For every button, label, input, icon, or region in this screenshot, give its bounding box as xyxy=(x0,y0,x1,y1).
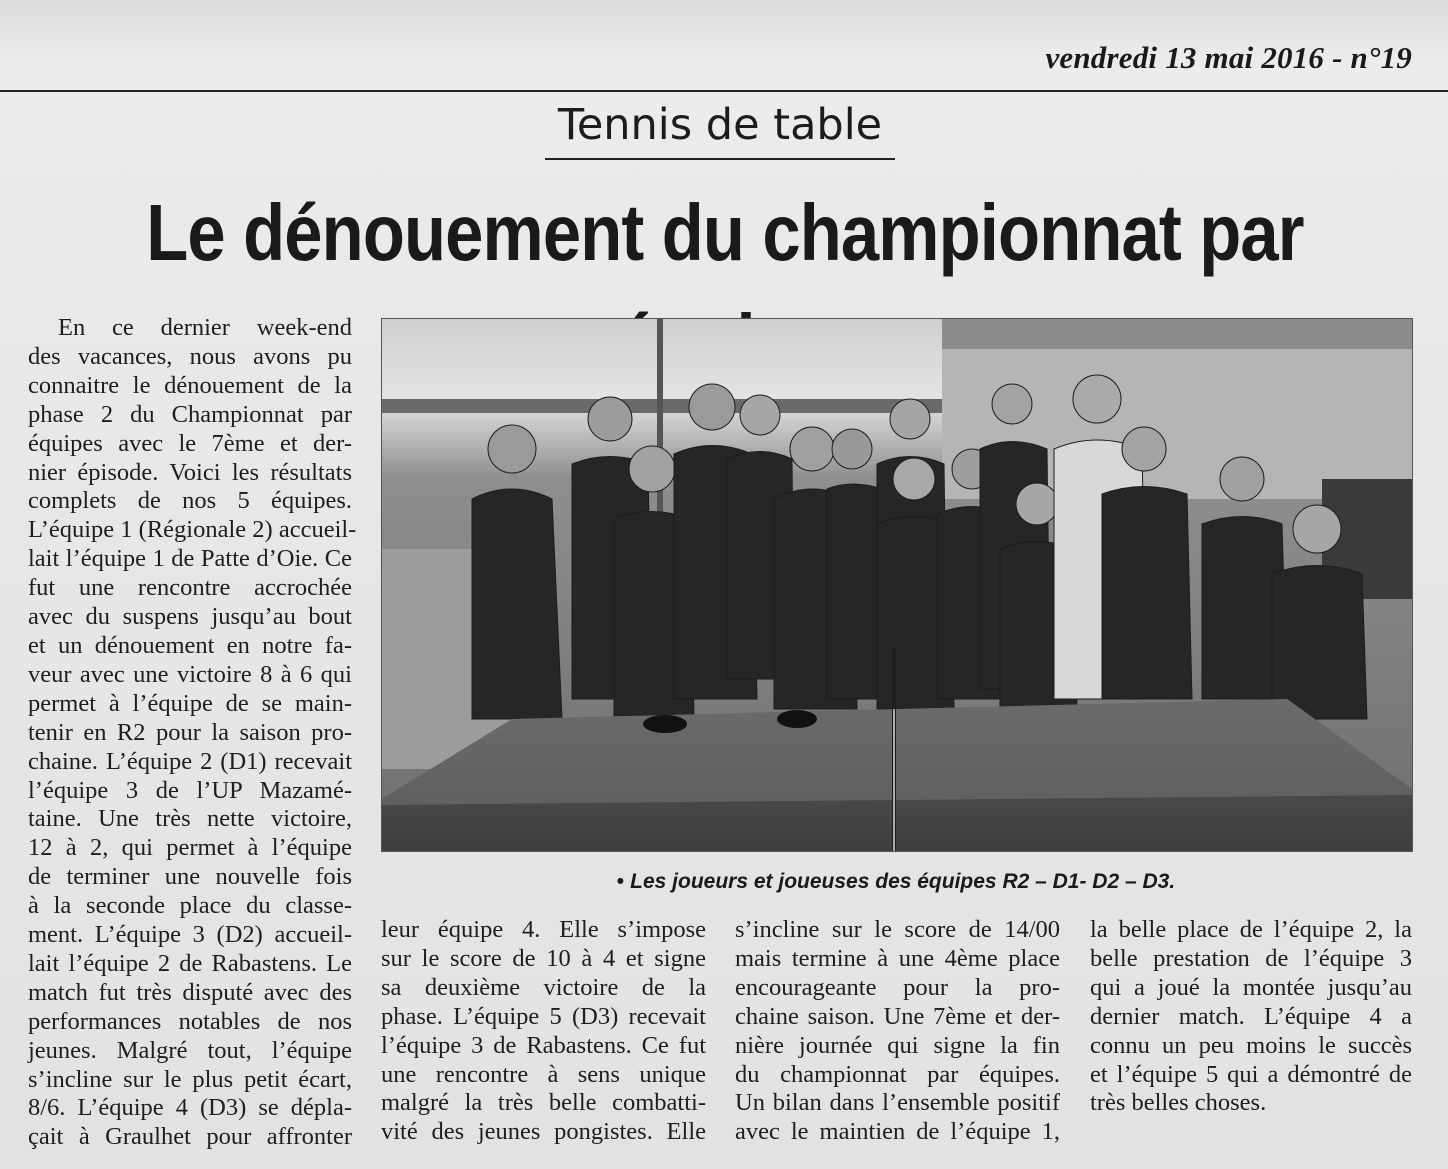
photo-caption xyxy=(381,866,1411,898)
article-text-line: connu un peu moins le succès xyxy=(1090,1031,1412,1059)
article-text-line: lait l’équipe 1 de Patte d’Oie. Ce xyxy=(28,545,352,573)
article-text-line: leur équipe 4. Elle s’impose xyxy=(381,916,706,943)
article-text-line: du championnat par équipes. xyxy=(735,1060,1060,1088)
caption-text: Les joueurs et joueuses des équipes R2 – D1- D2 – D3. xyxy=(630,870,1176,893)
article-text-line: avec le maintien de l’équipe 1, xyxy=(735,1118,1060,1146)
team-photo-image xyxy=(382,319,1412,851)
article-text-line: connaitre le dénouement de la xyxy=(28,371,352,399)
article-column-4 xyxy=(1090,916,1412,1146)
article-text-line: l’équipe 3 de Rabastens. Ce fut xyxy=(381,1031,706,1059)
article-text-line: chaine saison. Une 7ème et der- xyxy=(735,1002,1060,1030)
article-text-line: très belles choses. xyxy=(1090,1089,1267,1117)
article-text-line: chaine. L’équipe 2 (D1) recevait xyxy=(28,747,352,775)
article-text-line: malgré la très belle combatti- xyxy=(381,1089,706,1117)
article-text-line: la belle place de l’équipe 2, la xyxy=(1090,916,1412,943)
article-text-line: vité des jeunes pongistes. Elle xyxy=(381,1118,706,1146)
article-text-line: 12 à 2, qui permet à l’équipe xyxy=(28,834,352,862)
column-1-lines xyxy=(28,314,357,1152)
team-photo xyxy=(381,318,1413,852)
article-text-line: nier épisode. Voici les résultats xyxy=(28,458,352,486)
article-text-line: encourageante pour la pro- xyxy=(735,973,1060,1001)
article-text-line: équipes avec le 7ème et der- xyxy=(28,429,352,457)
article-text-line: jeunes. Malgré tout, l’équipe xyxy=(28,1036,352,1064)
article-column-3 xyxy=(735,916,1060,1146)
article-text-line: Un bilan dans l’ensemble positif xyxy=(735,1089,1060,1117)
issue-dateline: vendredi 13 mai 2016 - n°19 xyxy=(1045,40,1412,75)
article-text-line: et un dénouement en notre fa- xyxy=(28,631,352,659)
article-text-line: s’incline sur le score de 14/00 xyxy=(735,916,1060,943)
article-text-line: phase. L’équipe 5 (D3) recevait xyxy=(381,1002,706,1030)
article-text-line: sur le score de 10 à 4 et signe xyxy=(381,944,706,972)
column-4-lines xyxy=(1090,916,1412,1118)
article-text-line: belle prestation de l’équipe 3 xyxy=(1090,944,1412,972)
caption-bullet: • xyxy=(616,870,625,893)
article-text-line: ment. L’équipe 3 (D2) accueil- xyxy=(28,921,352,949)
article-text-line: lait l’équipe 2 de Rabastens. Le xyxy=(28,949,352,977)
article-text-line: performances notables de nos xyxy=(28,1007,352,1035)
article-text-line: nière journée qui signe la fin xyxy=(735,1031,1060,1059)
article-text-line: match fut très disputé avec des xyxy=(28,978,352,1006)
article-text-line: mais termine à une 4ème place xyxy=(735,944,1060,972)
article-text-line: tenir en R2 pour la saison pro- xyxy=(28,718,352,746)
article-text-line: 8/6. L’équipe 4 (D3) se dépla- xyxy=(28,1094,352,1122)
article-column-1 xyxy=(28,314,357,1151)
article-text-line: permet à l’équipe de se main- xyxy=(28,689,352,717)
article-text-line: dernier match. L’équipe 4 a xyxy=(1090,1002,1412,1030)
column-2-lines xyxy=(381,916,706,1147)
article-text-line: taine. Une très nette victoire, xyxy=(28,805,352,833)
column-3-lines xyxy=(735,916,1060,1147)
article-text-line: avec du suspens jusqu’au bout xyxy=(28,603,352,631)
article-column-2 xyxy=(381,916,706,1146)
article-text-line: qui a joué la montée jusqu’au xyxy=(1090,973,1412,1001)
article-headline: Le dénouement du championnat par xyxy=(146,188,1304,277)
header-rule xyxy=(0,90,1448,92)
article-text-line: veur avec une victoire 8 à 6 qui xyxy=(28,660,352,688)
article-text-line: à la seconde place du classe- xyxy=(28,892,352,920)
article-text-line: sa deuxième victoire de la xyxy=(381,973,706,1001)
article-text-line: une rencontre à sens unique xyxy=(381,1060,706,1088)
article-text-line: de terminer une nouvelle fois xyxy=(28,863,352,891)
section-rubric: Tennis de table xyxy=(545,96,895,160)
article-text-line: complets de nos 5 équipes. xyxy=(28,487,352,515)
article-text-line: des vacances, nous avons pu xyxy=(28,342,352,370)
article-text-line: En ce dernier week-end xyxy=(58,314,352,341)
article-text-line: çait à Graulhet pour affronter xyxy=(28,1123,352,1151)
article-text-line: s’incline sur le plus petit écart, xyxy=(28,1065,352,1093)
article-text-line: et l’équipe 5 qui a démontré de xyxy=(1090,1060,1412,1088)
article-text-line: l’équipe 3 de l’UP Mazamé- xyxy=(28,776,352,804)
article-text-line: phase 2 du Championnat par xyxy=(28,400,352,428)
article-text-line: L’équipe 1 (Régionale 2) accueil- xyxy=(28,516,357,544)
article-text-line: fut une rencontre accrochée xyxy=(28,574,352,602)
